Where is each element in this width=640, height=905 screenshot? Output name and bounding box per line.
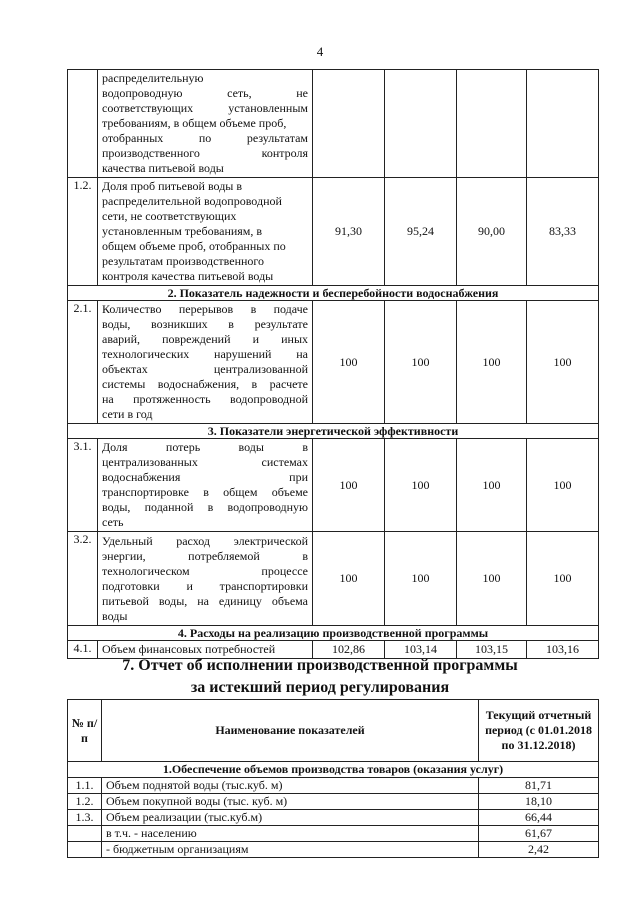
section-row bbox=[68, 626, 599, 641]
row-number bbox=[68, 826, 102, 842]
value-cell: 91,30 bbox=[313, 178, 385, 286]
value-cell bbox=[313, 70, 385, 178]
description-line: сеть bbox=[102, 515, 124, 529]
row-name: Объем покупной воды (тыс. куб. м) bbox=[102, 794, 479, 810]
row-value: 61,67 bbox=[479, 826, 599, 842]
section-row bbox=[68, 424, 599, 439]
description-line: системы водоснабжения, в расчете bbox=[102, 377, 308, 391]
description-line: результатам производственного bbox=[102, 254, 265, 268]
header-number: № п/п bbox=[68, 700, 102, 762]
description-line: установленным требованиям, в bbox=[102, 224, 263, 238]
table-row bbox=[68, 842, 599, 858]
description-line: транспортировке в общем объеме bbox=[102, 485, 308, 499]
table-row bbox=[68, 70, 599, 178]
description-line: Объем финансовых потребностей bbox=[102, 642, 276, 656]
row-number: 4.1. bbox=[68, 641, 98, 659]
row-value: 81,71 bbox=[479, 778, 599, 794]
value-cell: 100 bbox=[385, 301, 457, 424]
description-line: водопроводную сеть, не bbox=[102, 86, 308, 100]
row-name: Объем реализации (тыс.куб.м) bbox=[102, 810, 479, 826]
description-line: технологических нарушений на bbox=[102, 347, 308, 361]
row-value: 66,44 bbox=[479, 810, 599, 826]
value-cell: 100 bbox=[313, 532, 385, 626]
row-number: 1.3. bbox=[68, 810, 102, 826]
row-number: 3.2. bbox=[68, 532, 98, 626]
description-line: энергии, потребляемой в bbox=[102, 548, 308, 563]
value-cell: 100 bbox=[313, 439, 385, 532]
table-row bbox=[68, 778, 599, 794]
row-description bbox=[98, 439, 313, 532]
description-line: на протяженность водопроводной bbox=[102, 392, 308, 406]
value-cell: 103,15 bbox=[457, 641, 527, 659]
value-cell bbox=[457, 70, 527, 178]
value-cell: 100 bbox=[527, 301, 599, 424]
value-cell: 100 bbox=[457, 532, 527, 626]
row-value: 18,10 bbox=[479, 794, 599, 810]
report-table bbox=[67, 699, 599, 858]
description-line: Доля проб питьевой воды в bbox=[102, 179, 243, 193]
value-cell: 100 bbox=[313, 301, 385, 424]
description-line: Доля потерь воды в bbox=[102, 440, 308, 454]
description-line: подготовки и транспортировки bbox=[102, 578, 308, 593]
description-line: объектах централизованной bbox=[102, 362, 308, 376]
row-description bbox=[98, 301, 313, 424]
row-name: Объем поднятой воды (тыс.куб. м) bbox=[102, 778, 479, 794]
section-row bbox=[68, 762, 599, 778]
value-cell: 90,00 bbox=[457, 178, 527, 286]
row-number: 1.2. bbox=[68, 178, 98, 286]
value-cell: 100 bbox=[527, 439, 599, 532]
description-line: сети, не соответствующих bbox=[102, 209, 237, 223]
page-number: 4 bbox=[316, 44, 324, 59]
value-cell: 100 bbox=[457, 439, 527, 532]
value-cell: 103,16 bbox=[527, 641, 599, 659]
description-line: производственного контроля bbox=[102, 146, 308, 160]
description-line: общем объеме проб, отобранных по bbox=[102, 239, 286, 253]
row-number: 3.1. bbox=[68, 439, 98, 532]
row-number: 2.1. bbox=[68, 301, 98, 424]
description-line: технологическом процессе bbox=[102, 563, 308, 578]
row-number: 1.2. bbox=[68, 794, 102, 810]
description-line: сети в год bbox=[102, 407, 153, 421]
header-period: Текущий отчетный период (с 01.01.2018 по 31.12.2018) bbox=[479, 700, 599, 762]
description-line: питьевой воды, на единицу объема bbox=[102, 593, 308, 608]
table-row bbox=[68, 810, 599, 826]
description-line: воды bbox=[102, 608, 128, 623]
row-value: 2,42 bbox=[479, 842, 599, 858]
section-title: 4. Расходы на реализацию производственной программы bbox=[68, 626, 599, 641]
table-row bbox=[68, 826, 599, 842]
value-cell: 103,14 bbox=[385, 641, 457, 659]
description-line: Количество перерывов в подаче bbox=[102, 302, 308, 316]
section-heading bbox=[0, 655, 640, 699]
description-line: контроля качества питьевой воды bbox=[102, 269, 274, 283]
description-line: водоснабжения при bbox=[102, 470, 308, 484]
value-cell bbox=[385, 70, 457, 178]
description-line: воды, поданной в водопроводную bbox=[102, 500, 308, 514]
row-description bbox=[98, 178, 313, 286]
value-cell: 100 bbox=[385, 439, 457, 532]
description-line: отобранных по результатам bbox=[102, 131, 308, 145]
table-row bbox=[68, 178, 599, 286]
row-number bbox=[68, 70, 98, 178]
row-name: - бюджетным организациям bbox=[102, 842, 479, 858]
row-number: 1.1. bbox=[68, 778, 102, 794]
section-title: 2. Показатель надежности и бесперебойности водоснабжения bbox=[68, 286, 599, 301]
row-name: в т.ч. - населению bbox=[102, 826, 479, 842]
value-cell bbox=[527, 70, 599, 178]
table-row bbox=[68, 794, 599, 810]
description-line: воды, возникших в результате bbox=[102, 317, 308, 331]
table-row bbox=[68, 439, 599, 532]
heading-line: за истекший период регулирования bbox=[190, 679, 450, 696]
value-cell: 83,33 bbox=[527, 178, 599, 286]
value-cell: 102,86 bbox=[313, 641, 385, 659]
value-cell: 95,24 bbox=[385, 178, 457, 286]
table-row bbox=[68, 301, 599, 424]
row-number bbox=[68, 842, 102, 858]
value-cell: 100 bbox=[385, 532, 457, 626]
description-line: аварий, повреждений и иных bbox=[102, 332, 308, 346]
description-line: Удельный расход электрической bbox=[102, 533, 308, 548]
table-row bbox=[68, 532, 599, 626]
heading-line: 7. Отчет об исполнении производственной программы bbox=[122, 657, 518, 674]
description-line: соответствующих установленным bbox=[102, 101, 308, 115]
row-description bbox=[98, 70, 313, 178]
header-row bbox=[68, 700, 599, 762]
description-line: требованиям, в общем объеме проб, bbox=[102, 116, 287, 130]
indicators-table bbox=[67, 69, 599, 659]
description-line: централизованных системах bbox=[102, 455, 308, 469]
description-line: распределительной водопроводной bbox=[102, 194, 282, 208]
value-cell: 100 bbox=[457, 301, 527, 424]
description-line: распределительную bbox=[102, 71, 204, 85]
description-line: качества питьевой воды bbox=[102, 161, 224, 175]
value-cell: 100 bbox=[527, 532, 599, 626]
section-title: 1.Обеспечение объемов производства товаров (оказания услуг) bbox=[68, 762, 599, 778]
section-title: 3. Показатели энергетической эффективности bbox=[68, 424, 599, 439]
section-row bbox=[68, 286, 599, 301]
header-name: Наименование показателей bbox=[102, 700, 479, 762]
row-description bbox=[98, 532, 313, 626]
